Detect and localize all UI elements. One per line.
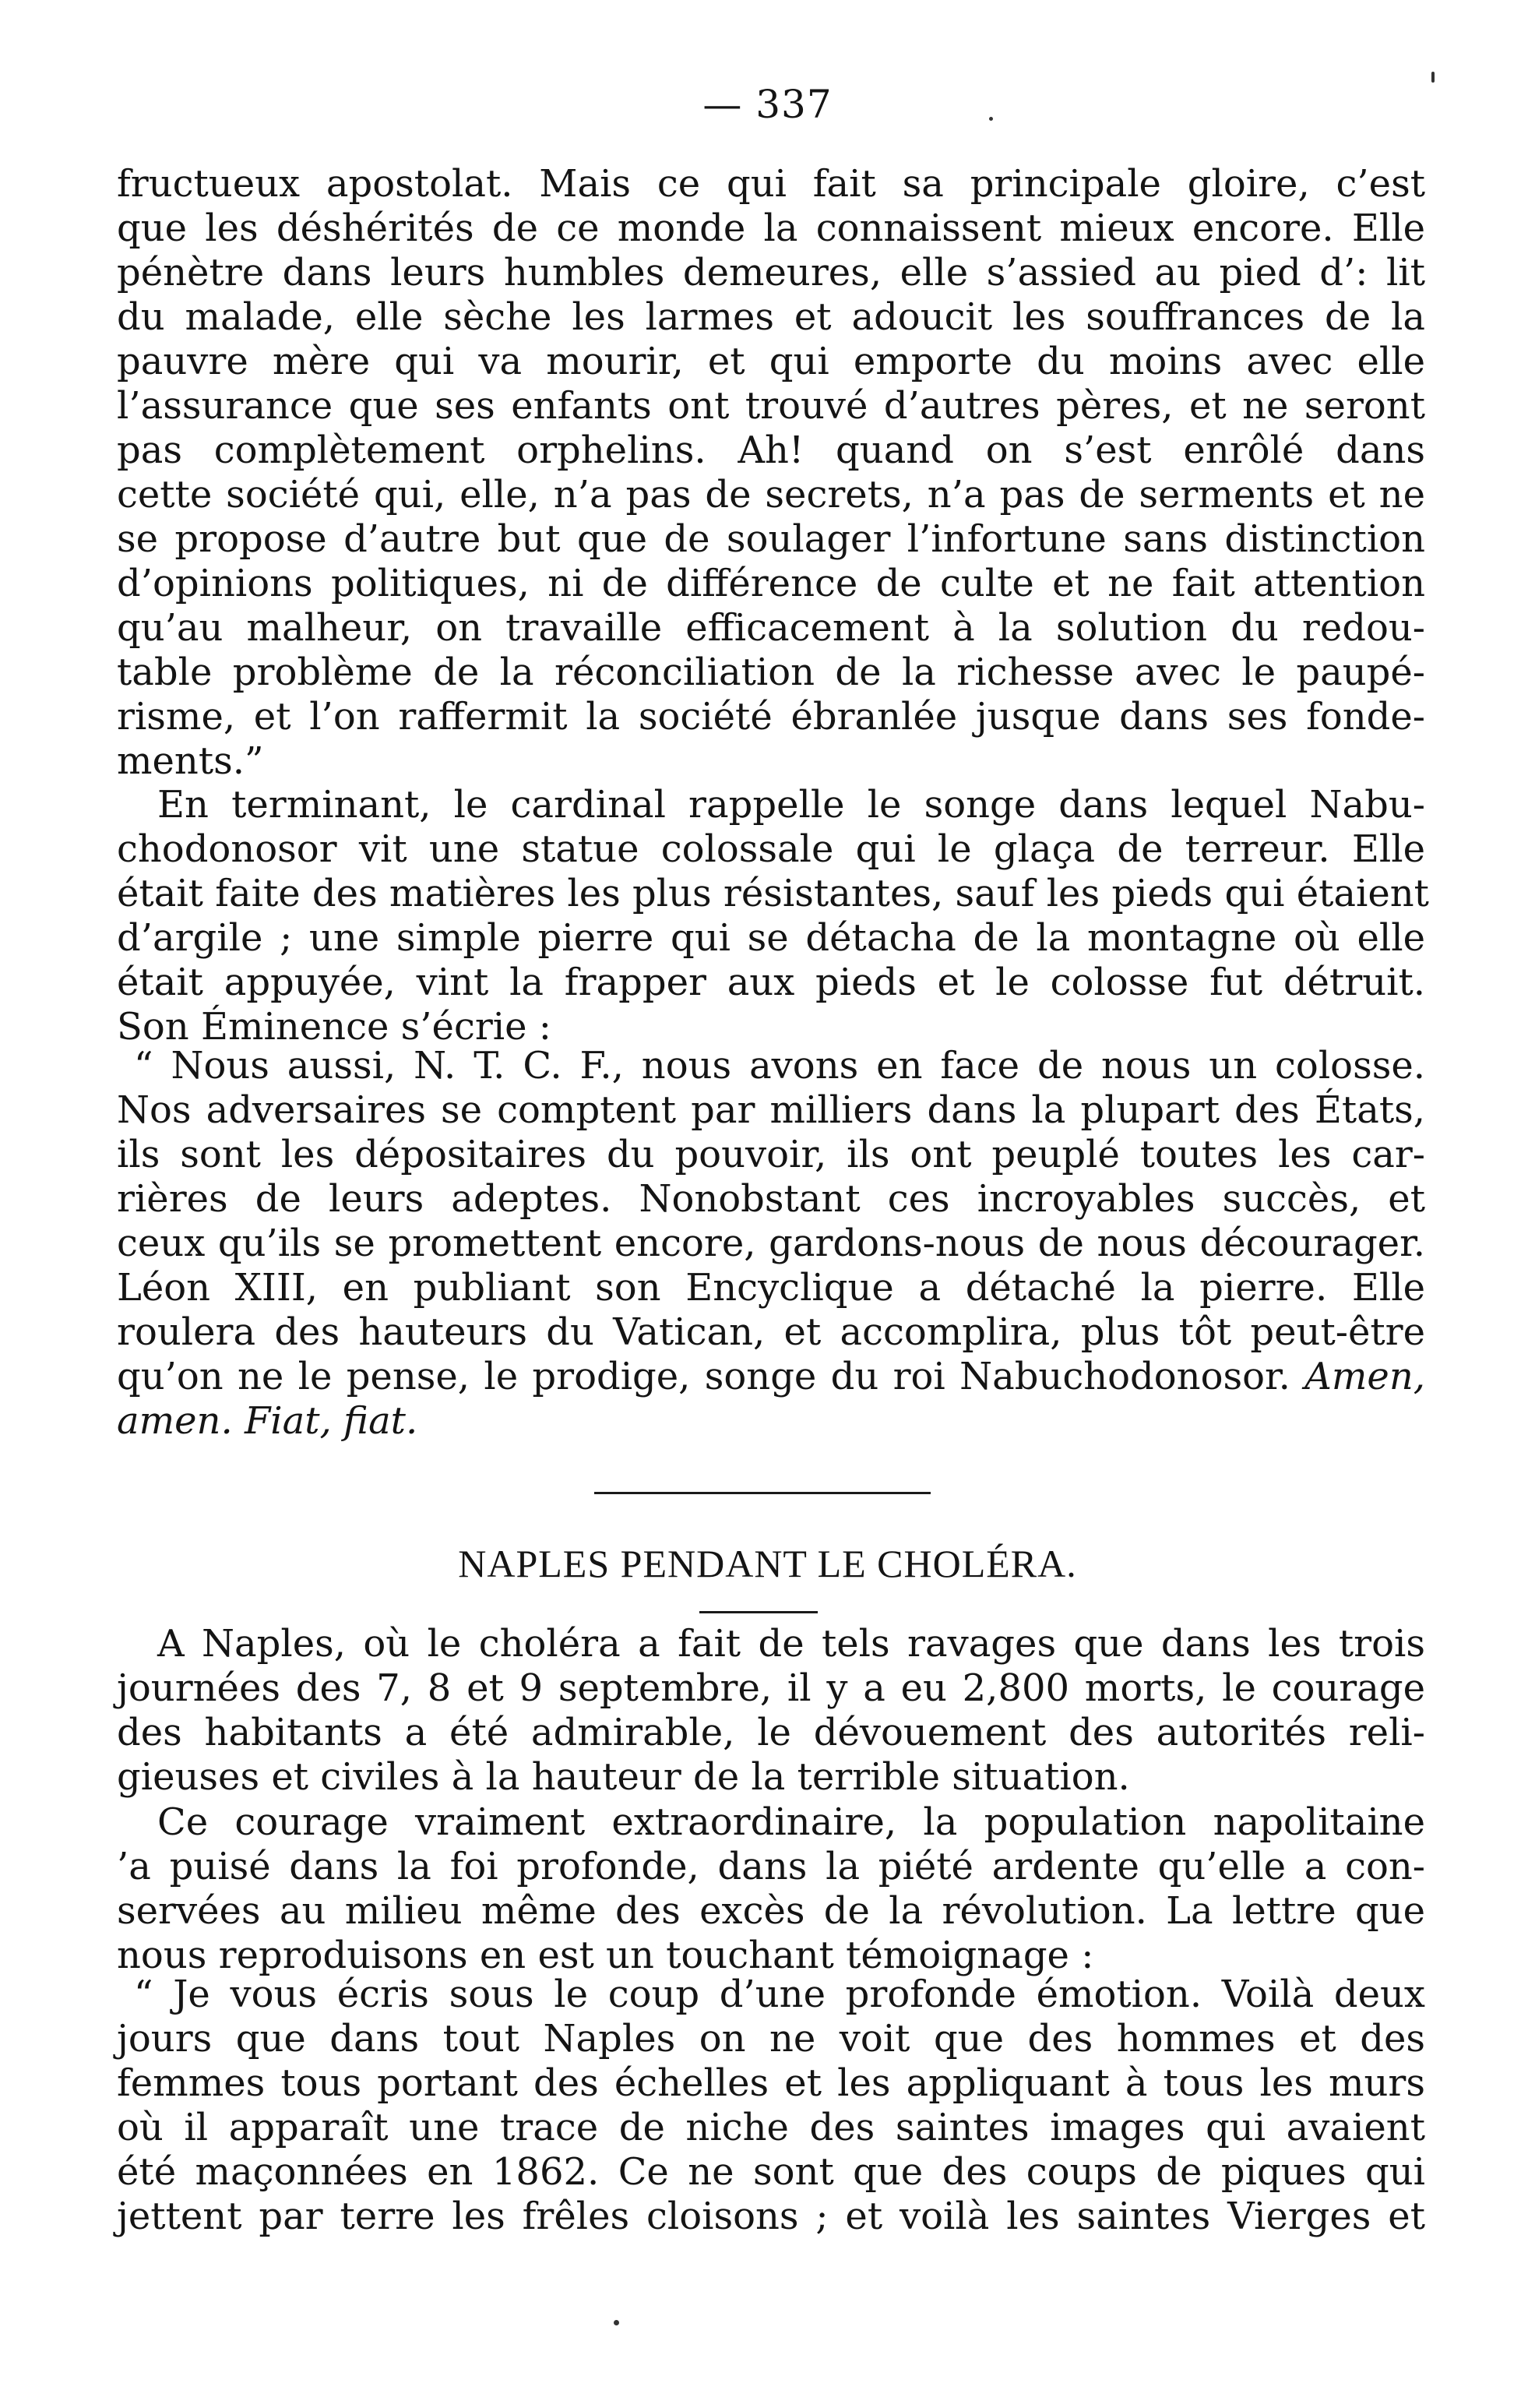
text-line: En terminant, le cardinal rappelle le songe dans lequel Nabu- bbox=[157, 783, 1425, 827]
italic-amen: Amen, bbox=[1304, 1355, 1426, 1398]
scan-speck bbox=[989, 117, 993, 121]
text-line: que les déshérités de ce monde la connaissent mieux encore. Elle bbox=[117, 206, 1425, 250]
text-line: été maçonnées en 1862. Ce ne sont que des coups de piques qui bbox=[117, 2150, 1425, 2194]
section-heading: NAPLES PENDANT LE CHOLÉRA. bbox=[458, 1542, 1077, 1585]
page-number: — 337 bbox=[702, 82, 833, 127]
text-line: A Naples, où le choléra a fait de tels ravages que dans les trois bbox=[157, 1622, 1425, 1666]
text-line-with-italic-tail bbox=[117, 1355, 1425, 1399]
text-line: Ce courage vraiment extraordinaire, la population napolitaine bbox=[157, 1800, 1425, 1844]
text-line: “ Nous aussi, N. T. C. F., nous avons en face de nous un colosse. bbox=[134, 1044, 1425, 1088]
section-separator-rule bbox=[594, 1492, 931, 1494]
scan-speck bbox=[1431, 72, 1435, 83]
text-line: qu’au malheur, on travaille efficacement à la solution du redou- bbox=[117, 606, 1425, 650]
text-line: d’argile ; une simple pierre qui se détacha de la montagne où elle bbox=[117, 916, 1425, 960]
text-line: cette société qui, elle, n’a pas de secrets, n’a pas de serments et ne bbox=[117, 473, 1425, 517]
text-line: se propose d’autre but que de soulager l’infortune sans distinction bbox=[117, 517, 1425, 561]
text-line: pénètre dans leurs humbles demeures, elle s’assied au pied d’: lit bbox=[117, 251, 1425, 294]
text-line: ceux qu’ils se promettent encore, gardons-nous de nous décourager. bbox=[117, 1222, 1425, 1265]
text-line: jours que dans tout Naples on ne voit que des hommes et des bbox=[117, 2017, 1425, 2061]
text-line: Son Éminence s’écrie : bbox=[117, 1005, 551, 1049]
text-line: pas complètement orphelins. Ah! quand on s’est enrôlé dans bbox=[117, 428, 1425, 472]
text-segment: qu’on ne le pense, le prodige, songe du roi Nabuchodonosor. bbox=[117, 1355, 1290, 1398]
paragraph-quote-colosse bbox=[117, 1044, 1425, 1444]
text-line: était appuyée, vint la frapper aux pieds et le colosse fut détruit. bbox=[117, 961, 1425, 1004]
scan-speck bbox=[614, 2320, 619, 2325]
paragraph-cardinal bbox=[117, 783, 1429, 1049]
text-line: servées au milieu même des excès de la révolution. La lettre que bbox=[117, 1889, 1425, 1933]
text-line: était faite des matières les plus résistantes, sauf les pieds qui étaient bbox=[117, 872, 1429, 915]
text-line: où il apparaît une trace de niche des saintes images qui avaient bbox=[117, 2106, 1425, 2149]
paragraph-naples-courage bbox=[117, 1800, 1425, 1978]
text-line: gieuses et civiles à la hauteur de la terrible situation. bbox=[117, 1755, 1130, 1799]
text-line: jettent par terre les frêles cloisons ; et voilà les saintes Vierges et bbox=[117, 2195, 1425, 2238]
paragraph-naples-intro bbox=[117, 1622, 1425, 1800]
text-line: femmes tous portant des échelles et les appliquant à tous les murs bbox=[117, 2061, 1425, 2105]
text-line: d’opinions politiques, ni de différence de culte et ne fait attention bbox=[117, 562, 1425, 605]
text-line: chodonosor vit une statue colossale qui le glaça de terreur. Elle bbox=[117, 827, 1425, 871]
text-line: pauvre mère qui va mourir, et qui emporte du moins avec elle bbox=[117, 340, 1425, 383]
heading-underline-rule bbox=[699, 1611, 818, 1613]
text-line: journées des 7, 8 et 9 septembre, il y a eu 2,800 morts, le courage bbox=[117, 1666, 1425, 1710]
text-line: ’a puisé dans la foi profonde, dans la piété ardente qu’elle a con- bbox=[117, 1845, 1425, 1888]
text-line: du malade, elle sèche les larmes et adoucit les souffrances de la bbox=[117, 295, 1425, 339]
italic-closing-line: amen. Fiat, fiat. bbox=[117, 1399, 418, 1443]
paragraph-continuation bbox=[117, 162, 1425, 784]
text-line: risme, et l’on raffermit la société ébranlée jusque dans ses fonde- bbox=[117, 695, 1425, 739]
text-line: l’assurance que ses enfants ont trouvé d’autres pères, et ne seront bbox=[117, 384, 1425, 428]
text-line: Nos adversaires se comptent par milliers dans la plupart des États, bbox=[117, 1088, 1425, 1132]
text-line: fructueux apostolat. Mais ce qui fait sa principale gloire, c’est bbox=[117, 162, 1425, 206]
text-line: rières de leurs adeptes. Nonobstant ces incroyables succès, et bbox=[117, 1177, 1425, 1221]
text-line: ments.” bbox=[117, 739, 264, 783]
paragraph-naples-letter bbox=[117, 1973, 1425, 2239]
text-line: “ Je vous écris sous le coup d’une profonde émotion. Voilà deux bbox=[134, 1973, 1425, 2016]
text-line: roulera des hauteurs du Vatican, et accomplira, plus tôt peut-être bbox=[117, 1310, 1425, 1354]
text-line: ils sont les dépositaires du pouvoir, ils ont peuplé toutes les car- bbox=[117, 1133, 1425, 1176]
text-line: Léon XIII, en publiant son Encyclique a détaché la pierre. Elle bbox=[117, 1266, 1425, 1310]
text-line: nous reproduisons en est un touchant témoignage : bbox=[117, 1934, 1094, 1977]
text-line: des habitants a été admirable, le dévouement des autorités reli- bbox=[117, 1711, 1425, 1754]
text-line: table problème de la réconciliation de la richesse avec le paupé- bbox=[117, 650, 1425, 694]
